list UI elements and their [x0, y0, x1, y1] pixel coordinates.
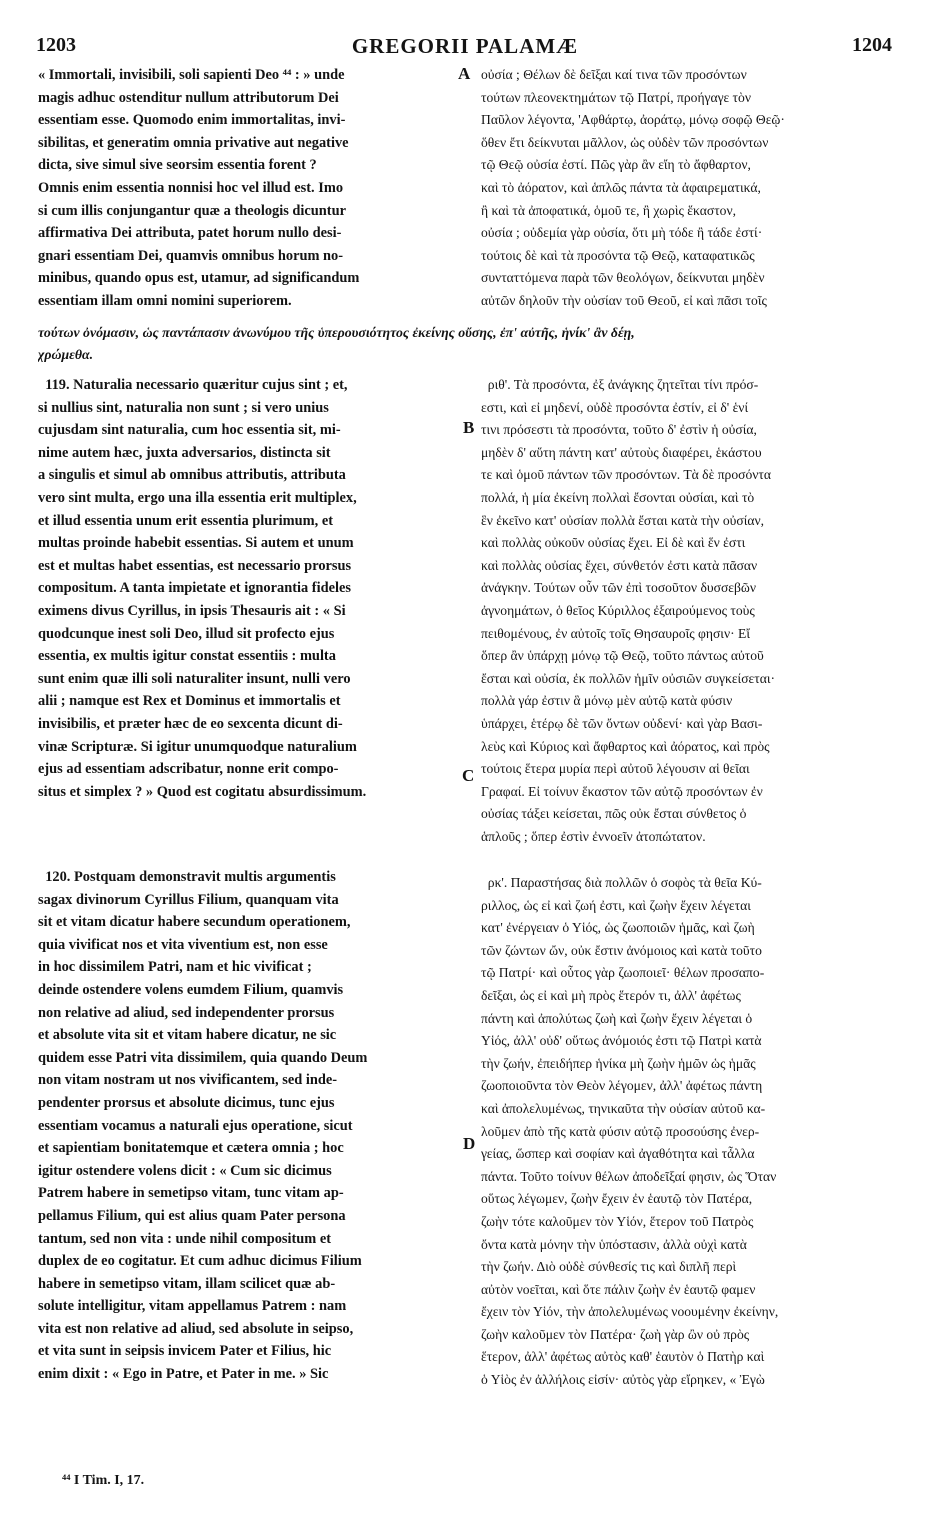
footnote: ⁴⁴ I Tim. I, 17. — [62, 1473, 145, 1488]
latin-passage-118: « Immortali, invisibili, soli sapienti Deo ⁴⁴ : » unde magis adhuc ostenditur nullum attributorum Dei essentiam esse. Quomodo enim immortalitas, invi- sibilitas, et generatim omnia privative aut negative dicta, sive simul sive seorsim essentia forent ? Omnis enim essentia nonnisi hoc vel illud est. Imo si cum illis conjungantur quæ a theologis dicuntur affirmativa Dei attributa, patet horum nullo desi- gnari essentiam Dei, quamvis omnibus horum no- minibus, quando opus est, utamur, ad significandum essentiam illam omni nomini superiorem. — [38, 67, 360, 309]
greek-spanning-line: τούτων ὀνόμασιν, ὡς παντάπασιν ἀνωνύμου τῆς ὑπερουσιότητος ἐκείνης οὔσης, ἐπ' αὐτῆς, ἡνίκ' ἂν δέῃ, χρώμεθα. — [38, 325, 635, 362]
margin-marker-d: D — [463, 1134, 476, 1153]
left-page-number: 1203 — [36, 34, 76, 56]
greek-section-119: ριθ'. Τὰ προσόντα, ἐξ ἀνάγκης ζητεῖται τίνι πρόσ- εστι, καὶ εἰ μηδενί, οὐδὲ προσόντα ἐστίν, εἰ δ' ἑνί τινι πρόσεστι τὰ προσόντα, τοῦτο δ' ἐστὶν ἡ οὐσία, μηδὲν δ' αὕτη πάντη κατ' αὐτοὺς διαφέρει, ἑκάστου τε καὶ ὁμοῦ πάντων τῶν προσόντων. Τὰ δὲ προσόντα πολλά, ἡ μία ἐκείνη πολλαὶ ἔσονται οὐσίαι, καὶ τὸ ἓν ἐκεῖνο κατ' οὐσίαν πολλὰ ἔσται κατὰ τὴν οὐσίαν, καὶ πολλὰς οὐκοῦν οὐσίας ἔχει. Εἰ δὲ καὶ ἕν ἐστι καὶ πολλὰς οὐσίας ἔχει, σύνθετόν ἐστι κατὰ πᾶσαν ἀνάγκην. Τούτων οὖν τῶν ἐπὶ τοσοῦτον δυσσεβῶν ἀγνοημάτων, ὁ θεῖος Κύριλλος ἐξαιρούμενος τοὺς πειθομένους, ἐν αὐτοῖς τοῖς Θησαυροῖς φησιν· Εἴ ὅπερ ἂν ὑπάρχῃ μόνῳ τῷ Θεῷ, τοῦτο πάντως αὐτοῦ ἔσται καὶ οὐσία, ἐκ πολλῶν ἡμῖν οὐσιῶν συγκείσεται· πολλὰ γάρ ἐστιν ἃ μόνῳ μὲν αὐτῷ κατὰ φύσιν ὑπάρχει, ἑτέρῳ δὲ τῶν ὄντων οὐδενί· καὶ γὰρ Βασι- λεὺς καὶ Κύριος καὶ ἄφθαρτος καὶ ἀόρατος, καὶ πρὸς τούτοις ἕτερα μυρία περὶ αὐτοῦ λέγουσιν αἱ θεῖαι Γραφαί. Εἰ τοίνυν ἕκαστον τῶν αὐτῷ προσόντων ἐν οὐσίας τάξει κείσεται, πῶς οὐκ ἔσται σύνθετος ὁ ἁπλοῦς ; ὅπερ ἐστὶν ἐννοεῖν ἀτοπώτατον. — [481, 377, 775, 844]
latin-section-119: 119. Naturalia necessario quæritur cujus sint ; et, si nullius sint, naturalia non sunt ; si vero unius cujusdam sint naturalia, cum hoc essentia sit, mi- nime autem hæc, juxta adversarios, distincta sit a singulis et simul ab omnibus attributis, attributa vero sint multa, ergo una illa essentia erit multiplex, et illud essentia unum erit essentia plurimum, et multas proinde habebit essentias. Si autem et unum est et multas habet essentias, est necessario prorsus compositum. A tanta impietate et ignorantia fideles eximens divus Cyrillus, in ipsis Thesauris ait : « Si quodcunque inest soli Deo, illud sit profecto ejus essentia, ex multis igitur constat essentiis : multa sunt enim quæ illi soli naturaliter insunt, nulli vero alii ; namque est Rex et Dominus et immortalis et invisibilis, et præter hæc de eo sexcenta dicunt di- vinæ Scripturæ. Si igitur unumquodque naturalium ejus ad essentiam adscribatur, nonne erit compo- situs et simplex ? » Quod est cogitatu absurdissimum. — [38, 377, 367, 800]
margin-marker-b: B — [463, 418, 475, 437]
margin-marker-a: A — [458, 64, 471, 83]
margin-marker-c: C — [462, 766, 475, 785]
running-title: GREGORII PALAMÆ — [351, 34, 579, 58]
latin-section-120: 120. Postquam demonstravit multis argumentis sagax divinorum Cyrillus Filium, quanquam vita sit et vitam dicatur habere secundum operationem, quia vivificat nos et vita viventium est, non esse in hoc dissimilem Patri, nam et hic vivificat ; deinde ostendere volens eumdem Filium, quamvis non relative ad aliud, sed independenter prorsus et absolute vita sit et vitam habere dicatur, ne sic quidem esse Patri vita dissimilem, quia quando Deum non vitam nostram ut nos vivificantem, sed inde- pendenter prorsus et absolute dicimus, tunc ejus essentiam vocamus a naturali ejus operatione, sicut et sapientiam bonitatemque et cætera omnia ; hoc igitur ostendere volens dicit : « Cum sic dicimus Patrem habere in semetipso vitam, tunc vitam ap- pellamus Filium, qui est alius quam Pater persona tantum, sed non vita : unde nihil compositum et duplex de eo cogitatur. Et cum adhuc dicimus Filium habere in semetipso vitam, illam scilicet quæ ab- solute intelligitur, vitam appellamus Patrem : nam vita est non relative ad aliud, sed absolute in seipso, et vita sunt in seipsis invicem Pater et Filius, hic enim dixit : « Ego in Patre, et Pater in me. » Sic — [38, 869, 368, 1383]
right-page-number: 1204 — [852, 34, 892, 56]
greek-section-120: ρκ'. Παραστήσας διὰ πολλῶν ὁ σοφὸς τὰ θεῖα Κύ- ριλλος, ὡς εἰ καὶ ζωή ἐστι, καὶ ζωὴν ἔχειν λέγεται κατ' ἐνέργειαν ὁ Υἱός, ὡς ζωοποιῶν ἡμᾶς, καὶ ζωὴ τῶν ζώντων ὤν, οὐκ ἔστιν ἀνόμοιος καὶ κατὰ τοῦτο τῷ Πατρί· καὶ οὗτος γὰρ ζωοποιεῖ· θέλων προσαπο- δεῖξαι, ὡς εἰ καὶ μὴ πρὸς ἕτερόν τι, ἀλλ' ἀφέτως πάντη καὶ ἀπολύτως ζωὴ καὶ ζωὴν ἔχειν λέγεται ὁ Υἱός, ἀλλ' οὐδ' οὕτως ἀνόμοιός ἐστι τῷ Πατρὶ κατὰ τὴν ζωήν, ἐπειδήπερ ἡνίκα μὴ ζωὴν ἡμῶν ὡς ἡμᾶς ζωοποιοῦντα τὸν Θεὸν λέγομεν, ἀλλ' ἀφέτως πάντη καὶ ἀπολελυμένως, τηνικαῦτα τὴν οὐσίαν αὐτοῦ κα- λοῦμεν ἀπὸ τῆς κατὰ φύσιν αὐτῷ προσούσης ἐνερ- γείας, ὥσπερ καὶ σοφίαν καὶ ἀγαθότητα καὶ τἆλλα πάντα. Τοῦτο τοίνυν θέλων ἀποδεῖξαί φησιν, ὡς Ὅταν οὕτως λέγωμεν, ζωὴν ἔχειν ἐν ἑαυτῷ τὸν Πατέρα, ζωὴν τότε καλοῦμεν τὸν Υἱόν, ἕτερον τοῦ Πατρὸς ὄντα κατὰ μόνην τὴν ὑπόστασιν, ἀλλὰ οὐχὶ κατὰ τὴν ζωήν. Διὸ οὐδὲ σύνθεσίς τις καὶ διπλῆ περὶ αὐτὸν νοεῖται, καὶ ὅτε πάλιν ζωὴν ἐν ἑαυτῷ φαμεν ἔχειν τὸν Υἱόν, τὴν ἀπολελυμένως νοουμένην ἐκείνην, ζωὴν καλοῦμεν τὸν Πατέρα· ζωὴ γὰρ ὢν οὐ πρὸς ἕτερον, ἀλλ' ἀφέτως αὐτὸς καθ' ἑαυτὸν ὁ Πατὴρ καὶ ὁ Υἱὸς ἐν ἀλλήλοις εἰσίν· αὐτὸς γὰρ εἴρηκεν, « Ἐγὼ — [481, 875, 779, 1388]
greek-passage-118: οὐσία ; Θέλων δὲ δεῖξαι καί τινα τῶν προσόντων τούτων πλεονεκτημάτων τῷ Πατρί, προήγαγε τὸν Παῦλον λέγοντα, 'Αφθάρτῳ, ἀοράτῳ, μόνῳ σοφῷ Θεῷ· ὅθεν ἔτι δείκνυται μᾶλλον, ὡς οὐδὲν τῶν προσόντων τῷ Θεῷ οὐσία ἐστί. Πῶς γὰρ ἂν εἴη τὸ ἄφθαρτον, καὶ τὸ ἀόρατον, καὶ ἁπλῶς πάντα τὰ ἀφαιρεματικά, ἢ καὶ τὰ ἀποφατικά, ὁμοῦ τε, ἢ χωρὶς ἕκαστον, οὐσία ; οὐδεμία γὰρ οὐσία, ὅτι μὴ τόδε ἢ τάδε ἐστί· τούτοις δὲ καὶ τὰ προσόντα τῷ Θεῷ, καταφατικῶς συνταττόμενα παρὰ τῶν θεολόγων, δείκνυται μηδὲν αὐτῶν δηλοῦν τὴν οὐσίαν τοῦ Θεοῦ, εἰ καὶ πᾶσι τοῖς — [481, 67, 785, 308]
